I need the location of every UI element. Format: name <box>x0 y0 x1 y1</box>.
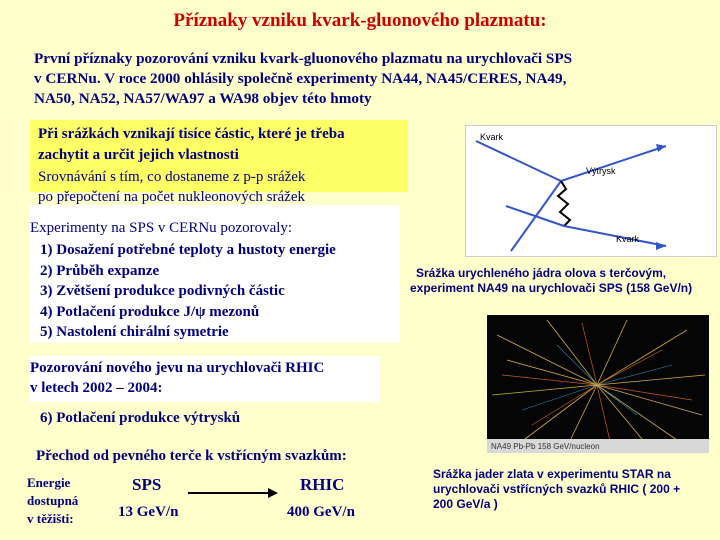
rhic-item: 6) Potlačení produkce výtrysků <box>40 410 241 426</box>
collision-text <box>38 124 345 165</box>
energy-label-line: dostupná <box>27 493 79 508</box>
intro-line: NA50, NA52, NA57/WA97 a WA98 objev této hmoty <box>34 90 372 107</box>
list-item: 5) Nastolení chirální symetrie <box>40 324 229 340</box>
intro-paragraph <box>34 49 694 109</box>
energy-label <box>27 474 78 528</box>
sps-experiments-list <box>40 240 336 343</box>
slide-title: Příznaky vzniku kvark-gluonového plazmatu: <box>173 10 547 31</box>
rhic-energy: 400 GeV/n <box>287 504 355 520</box>
quark-scattering-diagram <box>465 125 717 257</box>
comparison-line: Srovnávání s tím, co dostaneme z p-p srážek <box>38 169 306 185</box>
caption-line: 200 GeV/a ) <box>433 497 498 511</box>
rhic-heading-line: Pozorování nového jevu na urychlovači RHIC <box>30 360 325 376</box>
collision-line: zachytit a určit jejich vlastnosti <box>38 146 239 163</box>
intro-line: První příznaky pozorování vzniku kvark-gluonového plazmatu na urychlovači SPS <box>34 50 573 67</box>
diagram-label-quark-top: Kvark <box>480 132 504 142</box>
list-item: 3) Zvětšení produkce podivných částic <box>40 283 285 299</box>
sps-experiments-heading: Experimenty na SPS v CERNu pozorovaly: <box>30 220 293 236</box>
transition-arrow <box>188 486 278 500</box>
energy-label-line: v těžišti: <box>27 511 74 526</box>
list-item: 4) Potlačení produkce J/ψ mezonů <box>40 303 260 320</box>
sps-label: SPS <box>132 475 162 494</box>
collision-event-image <box>487 315 709 453</box>
caption-line: Srážka urychleného jádra olova s terčovým, <box>416 266 667 280</box>
comparison-line: po přepočtení na počet nukleonových srážek <box>38 189 305 205</box>
rhic-label: RHIC <box>300 475 345 494</box>
list-item: 1) Dosažení potřebné teploty a hustoty energie <box>40 242 336 258</box>
list-item: 2) Průběh expanze <box>40 262 160 279</box>
rhic-heading <box>30 358 324 398</box>
comparison-text <box>38 167 305 207</box>
diagram-label-jet: Výtrysk <box>586 166 616 176</box>
rhic-heading-line: v letech 2002 – 2004: <box>30 380 163 396</box>
intro-line: v CERNu. V roce 2000 ohlásily společně experimenty NA44, NA45/CERES, NA49, <box>34 70 567 87</box>
diagram-label-quark-bottom: Kvark <box>616 234 640 244</box>
na49-caption <box>410 266 720 296</box>
transition-heading: Přechod od pevného terče k vstřícným svazkům: <box>36 448 347 464</box>
photo-label: NA49 Pb-Pb 158 GeV/nucleon <box>491 442 600 451</box>
star-caption <box>433 467 718 512</box>
collision-line: Při srážkách vznikají tisíce částic, které je třeba <box>38 126 345 142</box>
sps-energy: 13 GeV/n <box>118 504 179 520</box>
caption-line: urychlovači vstřícných svazků RHIC ( 200 + <box>433 482 681 496</box>
caption-line: experiment NA49 na urychlovači SPS (158 GeV/n) <box>410 281 693 295</box>
energy-label-line: Energie <box>27 475 71 490</box>
caption-line: Srážka jader zlata v experimentu STAR na <box>433 467 671 481</box>
